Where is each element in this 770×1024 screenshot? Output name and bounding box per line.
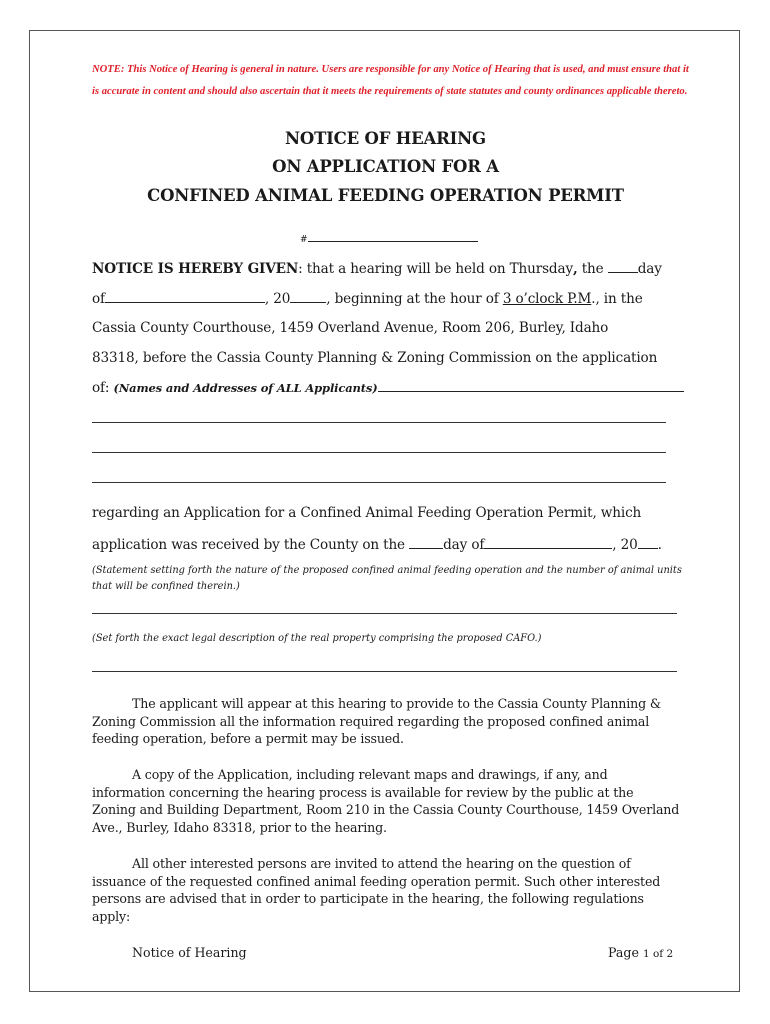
paragraph-copy: A copy of the Application, including relevant maps and drawings, if any, and information concerning the hearing process is available for review by the public at the Zoning and Building Department, Room 210 in the Cassia County Courthouse, 1459 Overland Ave., Burley, Idaho 83318, prior to the hearing. bbox=[92, 767, 680, 835]
applicants-label: (Names and Addresses of ALL Applicants) bbox=[113, 381, 378, 395]
paragraph-applicant: The applicant will appear at this hearing to provide to the Cassia County Planning & Zoning Commission all the information required regarding the proposed confined animal feeding operation, before a permit may be issued. bbox=[92, 696, 661, 746]
applicants-line-3[interactable] bbox=[92, 452, 666, 453]
notice-beginning: , beginning at the hour of bbox=[326, 291, 503, 307]
regarding-year-prefix: , 20 bbox=[612, 537, 638, 553]
regarding-day-of: day of bbox=[443, 537, 485, 553]
hearing-month-blank[interactable] bbox=[105, 290, 265, 303]
notice-day: day bbox=[637, 261, 662, 277]
received-day-blank[interactable] bbox=[409, 536, 443, 549]
title-line-1: NOTICE OF HEARING bbox=[285, 129, 486, 148]
applicants-line-4[interactable] bbox=[92, 482, 666, 483]
hearing-day-blank[interactable] bbox=[608, 260, 638, 273]
regarding-text: application was received by the County on the bbox=[92, 537, 410, 553]
notice-lead: NOTICE IS HEREBY GIVEN bbox=[92, 261, 299, 277]
regarding-line-2 bbox=[92, 536, 662, 553]
received-month-blank[interactable] bbox=[484, 536, 612, 549]
permit-number-field[interactable] bbox=[300, 233, 478, 245]
hearing-time: 3 o’clock P.M bbox=[502, 291, 592, 307]
regarding-line-1: regarding an Application for a Confined Animal Feeding Operation Permit, which bbox=[92, 505, 642, 521]
regarding-period: . bbox=[657, 537, 662, 553]
applicants-line-2[interactable] bbox=[92, 422, 666, 423]
statement-line[interactable] bbox=[92, 613, 677, 614]
notice-the: the bbox=[577, 261, 608, 277]
statement-note: (Statement setting forth the nature of the proposed confined animal feeding operation and the number of animal units that will be confined therein.) bbox=[92, 565, 682, 592]
notice-line-5 bbox=[92, 379, 684, 396]
notice-line-4: 83318, before the Cassia County Planning & Zoning Commission on the application bbox=[92, 350, 658, 366]
applicants-blank[interactable] bbox=[378, 379, 684, 392]
title-line-3: CONFINED ANIMAL FEEDING OPERATION PERMIT bbox=[147, 186, 624, 205]
received-year-blank[interactable] bbox=[638, 536, 658, 549]
title-line-2: ON APPLICATION FOR A bbox=[272, 157, 499, 176]
disclaimer-note: NOTE: This Notice of Hearing is general in nature. Users are responsible for any Notice of Hearing that is used, and must ensure that it is accurate in content and should also ascertain that it meets the requirements of state statutes and county ordinances applicable thereto. bbox=[92, 64, 689, 97]
notice-line-3: Cassia County Courthouse, 1459 Overland Avenue, Room 206, Burley, Idaho bbox=[92, 320, 609, 336]
permit-number-blank[interactable] bbox=[308, 233, 478, 242]
notice-text: : that a hearing will be held on Thursday bbox=[298, 261, 573, 277]
paragraph-interested: All other interested persons are invited to attend the hearing on the question of issuance of the requested confined animal feeding operation permit. Such other interested persons are advised that in order to participate in the hearing, the following regulations apply: bbox=[92, 856, 661, 924]
page-number bbox=[608, 945, 673, 960]
number-label: # bbox=[300, 235, 308, 245]
notice-of-colon: of: bbox=[92, 380, 114, 396]
legal-description-line[interactable] bbox=[92, 671, 677, 672]
notice-line-1 bbox=[92, 260, 662, 277]
legal-description-note: (Set forth the exact legal description of the real property comprising the proposed CAFO.) bbox=[92, 633, 542, 644]
notice-in-the: ., in the bbox=[591, 291, 643, 307]
hearing-year-blank[interactable] bbox=[290, 290, 326, 303]
page-of: 1 of 2 bbox=[642, 948, 674, 960]
notice-line-2 bbox=[92, 290, 643, 307]
notice-year-prefix: , 20 bbox=[264, 291, 291, 307]
footer-title: Notice of Hearing bbox=[132, 945, 247, 960]
page-word: Page bbox=[608, 945, 643, 960]
notice-comma: , bbox=[572, 261, 578, 277]
document-page bbox=[29, 30, 740, 992]
notice-of: of bbox=[92, 291, 105, 307]
